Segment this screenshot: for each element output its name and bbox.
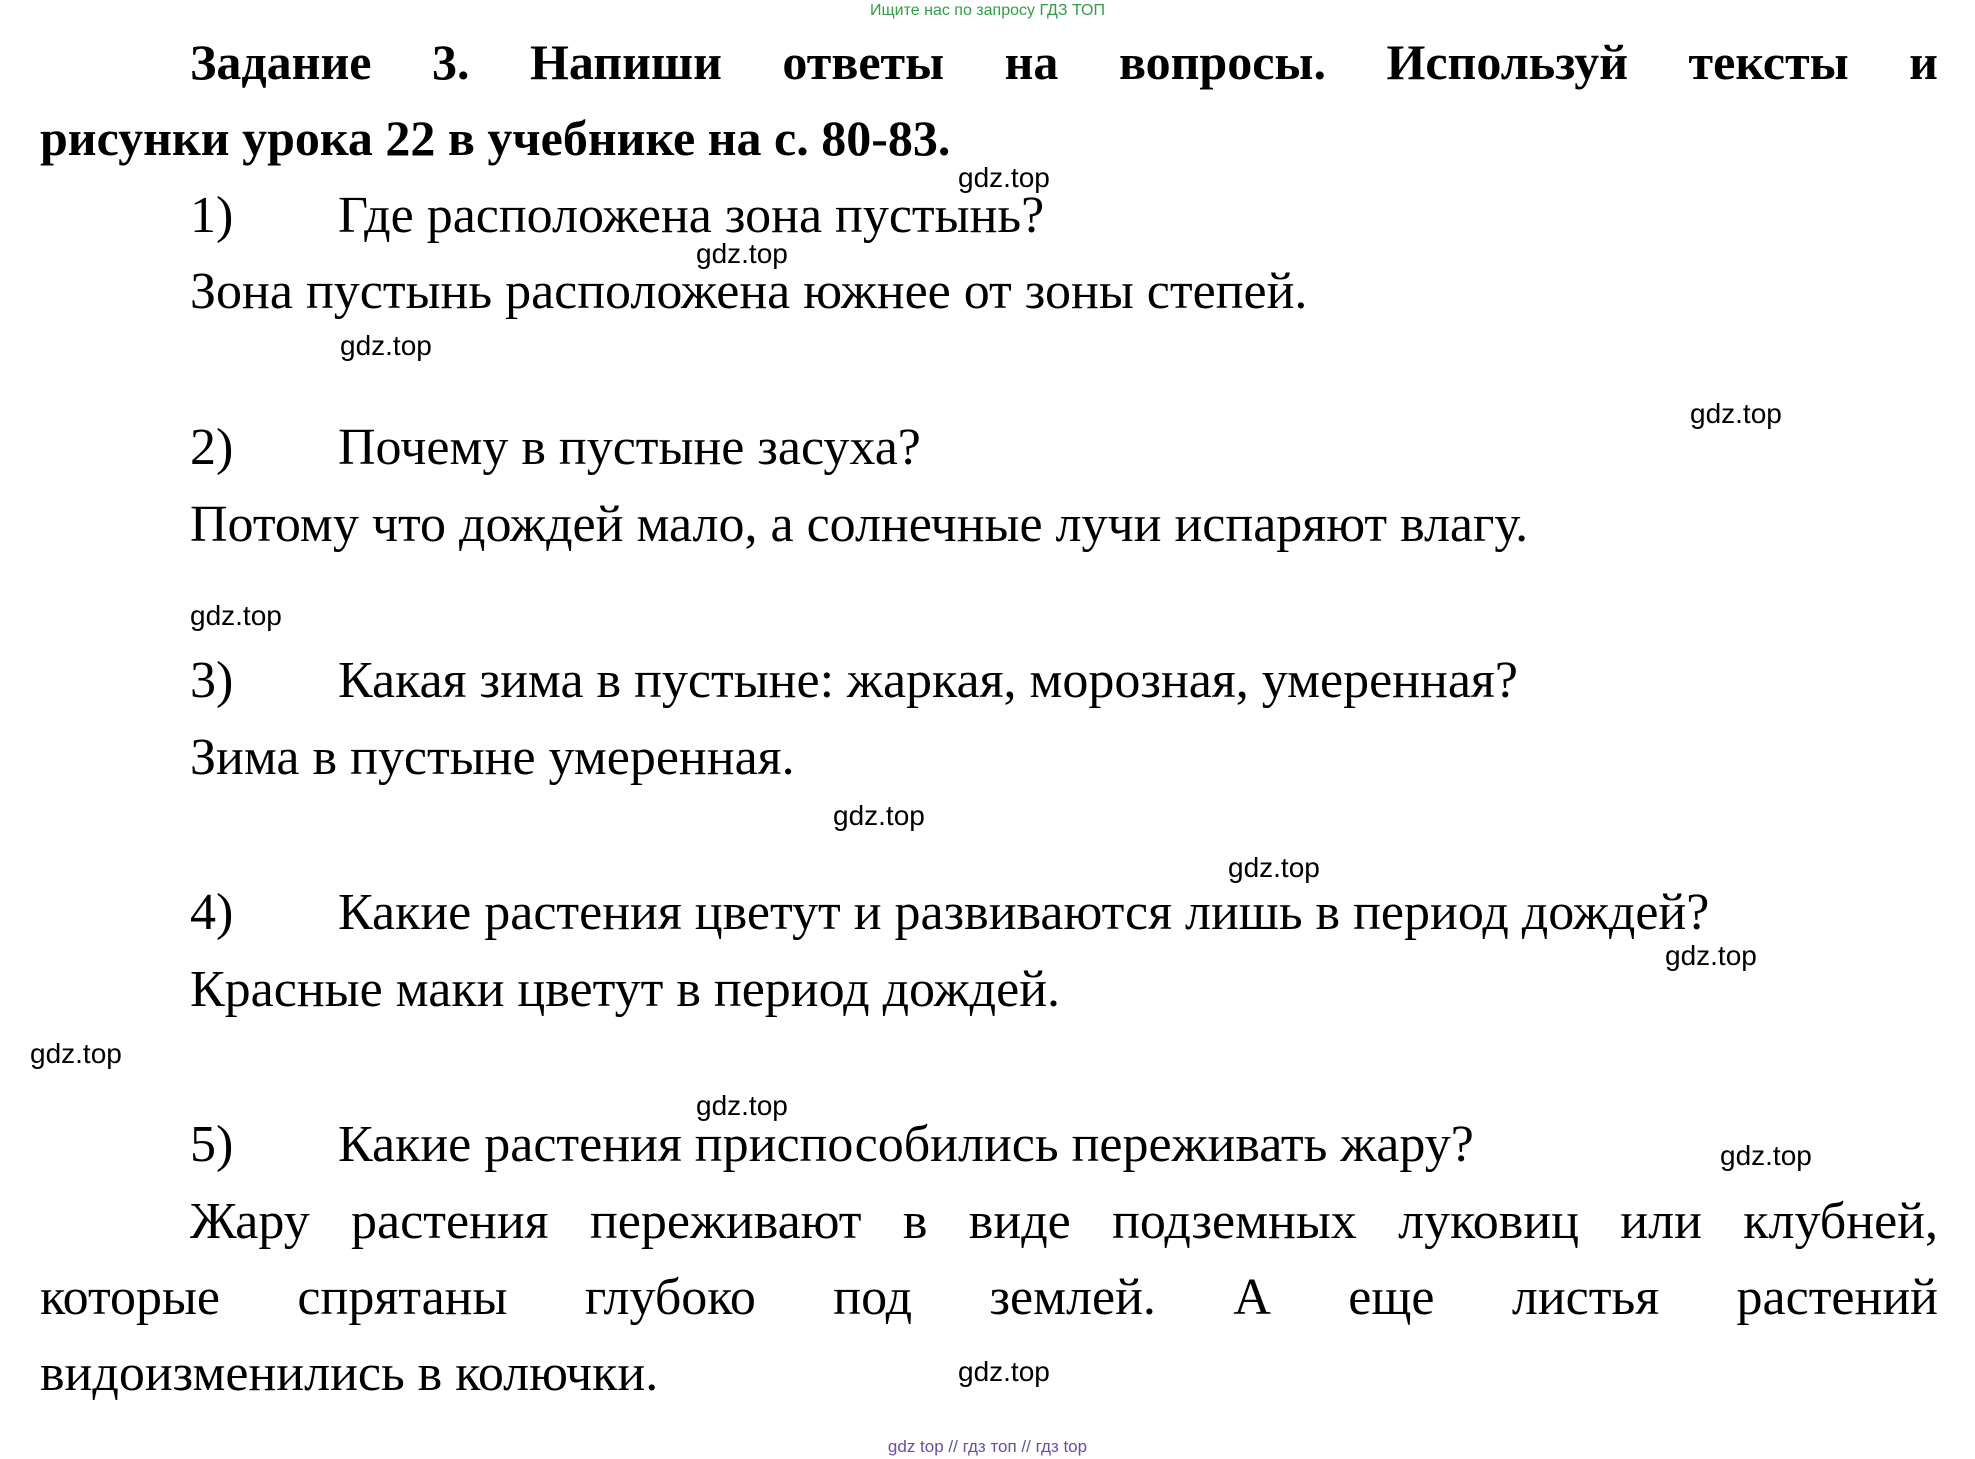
answer-5-line-3: видоизменились в колючки. — [40, 1345, 659, 1402]
watermark: gdz.top — [833, 800, 925, 831]
top-banner: Ищите нас по запросу ГДЗ ТОП — [870, 2, 1105, 19]
footer-watermark: gdz top // гдз топ // гдз top — [887, 1437, 1088, 1456]
watermark: gdz.top — [30, 1038, 122, 1069]
question-1-text: Где расположена зона пустынь? — [338, 187, 1045, 244]
question-2-text: Почему в пустыне засуха? — [338, 419, 921, 476]
question-5-text: Какие растения приспособились переживать жару? — [338, 1116, 1474, 1173]
watermark: gdz.top — [340, 330, 432, 361]
watermark: gdz.top — [958, 162, 1050, 193]
question-3-text: Какая зима в пустыне: жаркая, морозная, умеренная? — [338, 652, 1518, 709]
question-2-number: 2) — [190, 419, 234, 476]
question-4-text: Какие растения цветут и развиваются лишь в период дождей? — [338, 884, 1710, 941]
watermark: gdz.top — [958, 1356, 1050, 1387]
watermark: gdz.top — [1690, 398, 1782, 429]
watermark: gdz.top — [190, 600, 282, 631]
watermark: gdz.top — [1228, 852, 1320, 883]
answer-3: Зима в пустыне умеренная. — [190, 729, 795, 786]
watermark: gdz.top — [1665, 940, 1757, 971]
answer-5-line-2: которые спрятаны глубоко под землей. А еще листья растений — [40, 1269, 1938, 1326]
task-title-line-1: Задание 3. Напиши ответы на вопросы. Используй тексты и — [190, 34, 1938, 90]
answer-5-line-1: Жару растения переживают в виде подземных луковиц или клубней, — [190, 1193, 1938, 1250]
question-5-number: 5) — [190, 1116, 234, 1173]
watermark: gdz.top — [1720, 1140, 1812, 1171]
watermark: gdz.top — [696, 238, 788, 269]
question-1-number: 1) — [190, 187, 234, 244]
task-title-line-2: рисунки урока 22 в учебнике на с. 80-83. — [40, 110, 951, 166]
watermark: gdz.top — [696, 1090, 788, 1121]
question-4-number: 4) — [190, 884, 234, 941]
answer-2: Потому что дождей мало, а солнечные лучи испаряют влагу. — [190, 496, 1529, 553]
question-3-number: 3) — [190, 652, 234, 709]
answer-4: Красные маки цветут в период дождей. — [190, 961, 1061, 1018]
answer-1: Зона пустынь расположена южнее от зоны степей. — [190, 263, 1308, 320]
